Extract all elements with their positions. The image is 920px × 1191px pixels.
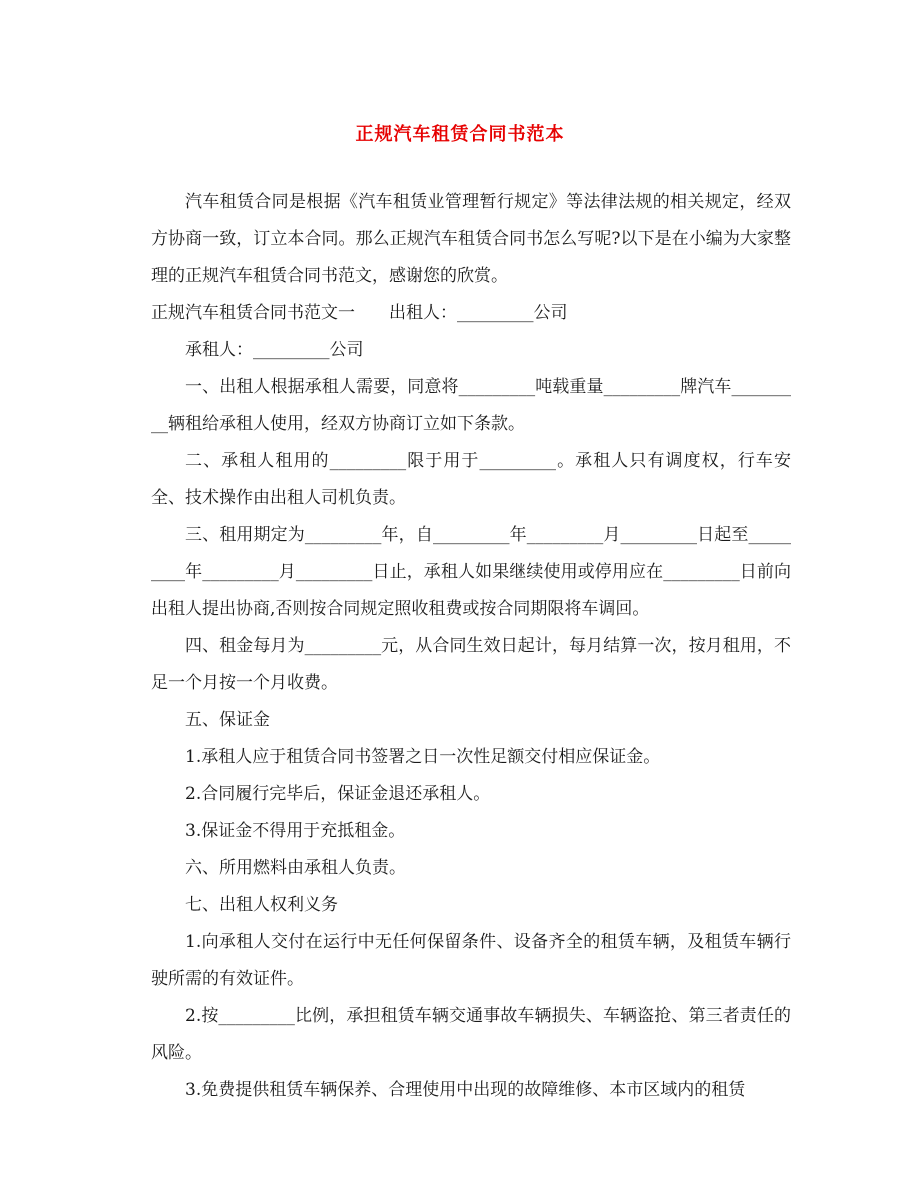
lessee-line: 承租人：_________公司: [185, 340, 364, 360]
clause-7-item-1: 1.向承租人交付在运行中无任何保留条件、设备齐全的租赁车辆，及租赁车辆行驶所需的有效证件。: [151, 932, 791, 989]
clause-7-item-3: 3.免费提供租赁车辆保养、合理使用中出现的故障维修、本市区域内的租赁: [185, 1080, 746, 1100]
clause-5-item-2: 2.合同履行完毕后，保证金退还承租人。: [185, 784, 491, 804]
document-body: [151, 184, 791, 1109]
clause-6: 六、所用燃料由承租人负责。: [185, 858, 406, 878]
clause-5-item-1: 1.承租人应于租赁合同书签署之日一次性足额交付相应保证金。: [185, 747, 661, 767]
clause-5-item-3: 3.保证金不得用于充抵租金。: [185, 821, 406, 841]
intro-paragraph: 汽车租赁合同是根据《汽车租赁业管理暂行规定》等法律法规的相关规定，经双方协商一致，订立本合同。那么正规汽车租赁合同书怎么写呢?以下是在小编为大家整理的正规汽车租赁合同书范文，感谢您的欣赏。: [151, 192, 791, 286]
clause-2: 二、承租人租用的_________限于用于_________。承租人只有调度权，行车安全、技术操作由出租人司机负责。: [151, 451, 791, 508]
document-title: 正规汽车租赁合同书范本: [355, 124, 565, 145]
clause-4: 四、租金每月为_________元，从合同生效日起计，每月结算一次，按月租用，不足一个月按一个月收费。: [151, 636, 791, 693]
clause-5-heading: 五、保证金: [185, 710, 270, 730]
lessor-line: 正规汽车租赁合同书范文一 出租人：_________公司: [151, 303, 568, 323]
clause-7-item-2: 2.按_________比例，承担租赁车辆交通事故车辆损失、车辆盗抢、第三者责任的风险。: [151, 1006, 791, 1063]
clause-1: 一、出租人根据承租人需要，同意将_________吨载重量_________牌汽车_________辆租给承租人使用，经双方协商订立如下条款。: [151, 377, 791, 434]
clause-7-heading: 七、出租人权利义务: [185, 895, 338, 915]
clause-3: 三、租用期定为_________年，自_________年_________月_________日起至_________年_________月_________日止，承租人如果继续使用或停用应在_________日前向出租人提出协商,否则按合同规定照收租费或按合同期限将车调回。: [151, 525, 791, 619]
